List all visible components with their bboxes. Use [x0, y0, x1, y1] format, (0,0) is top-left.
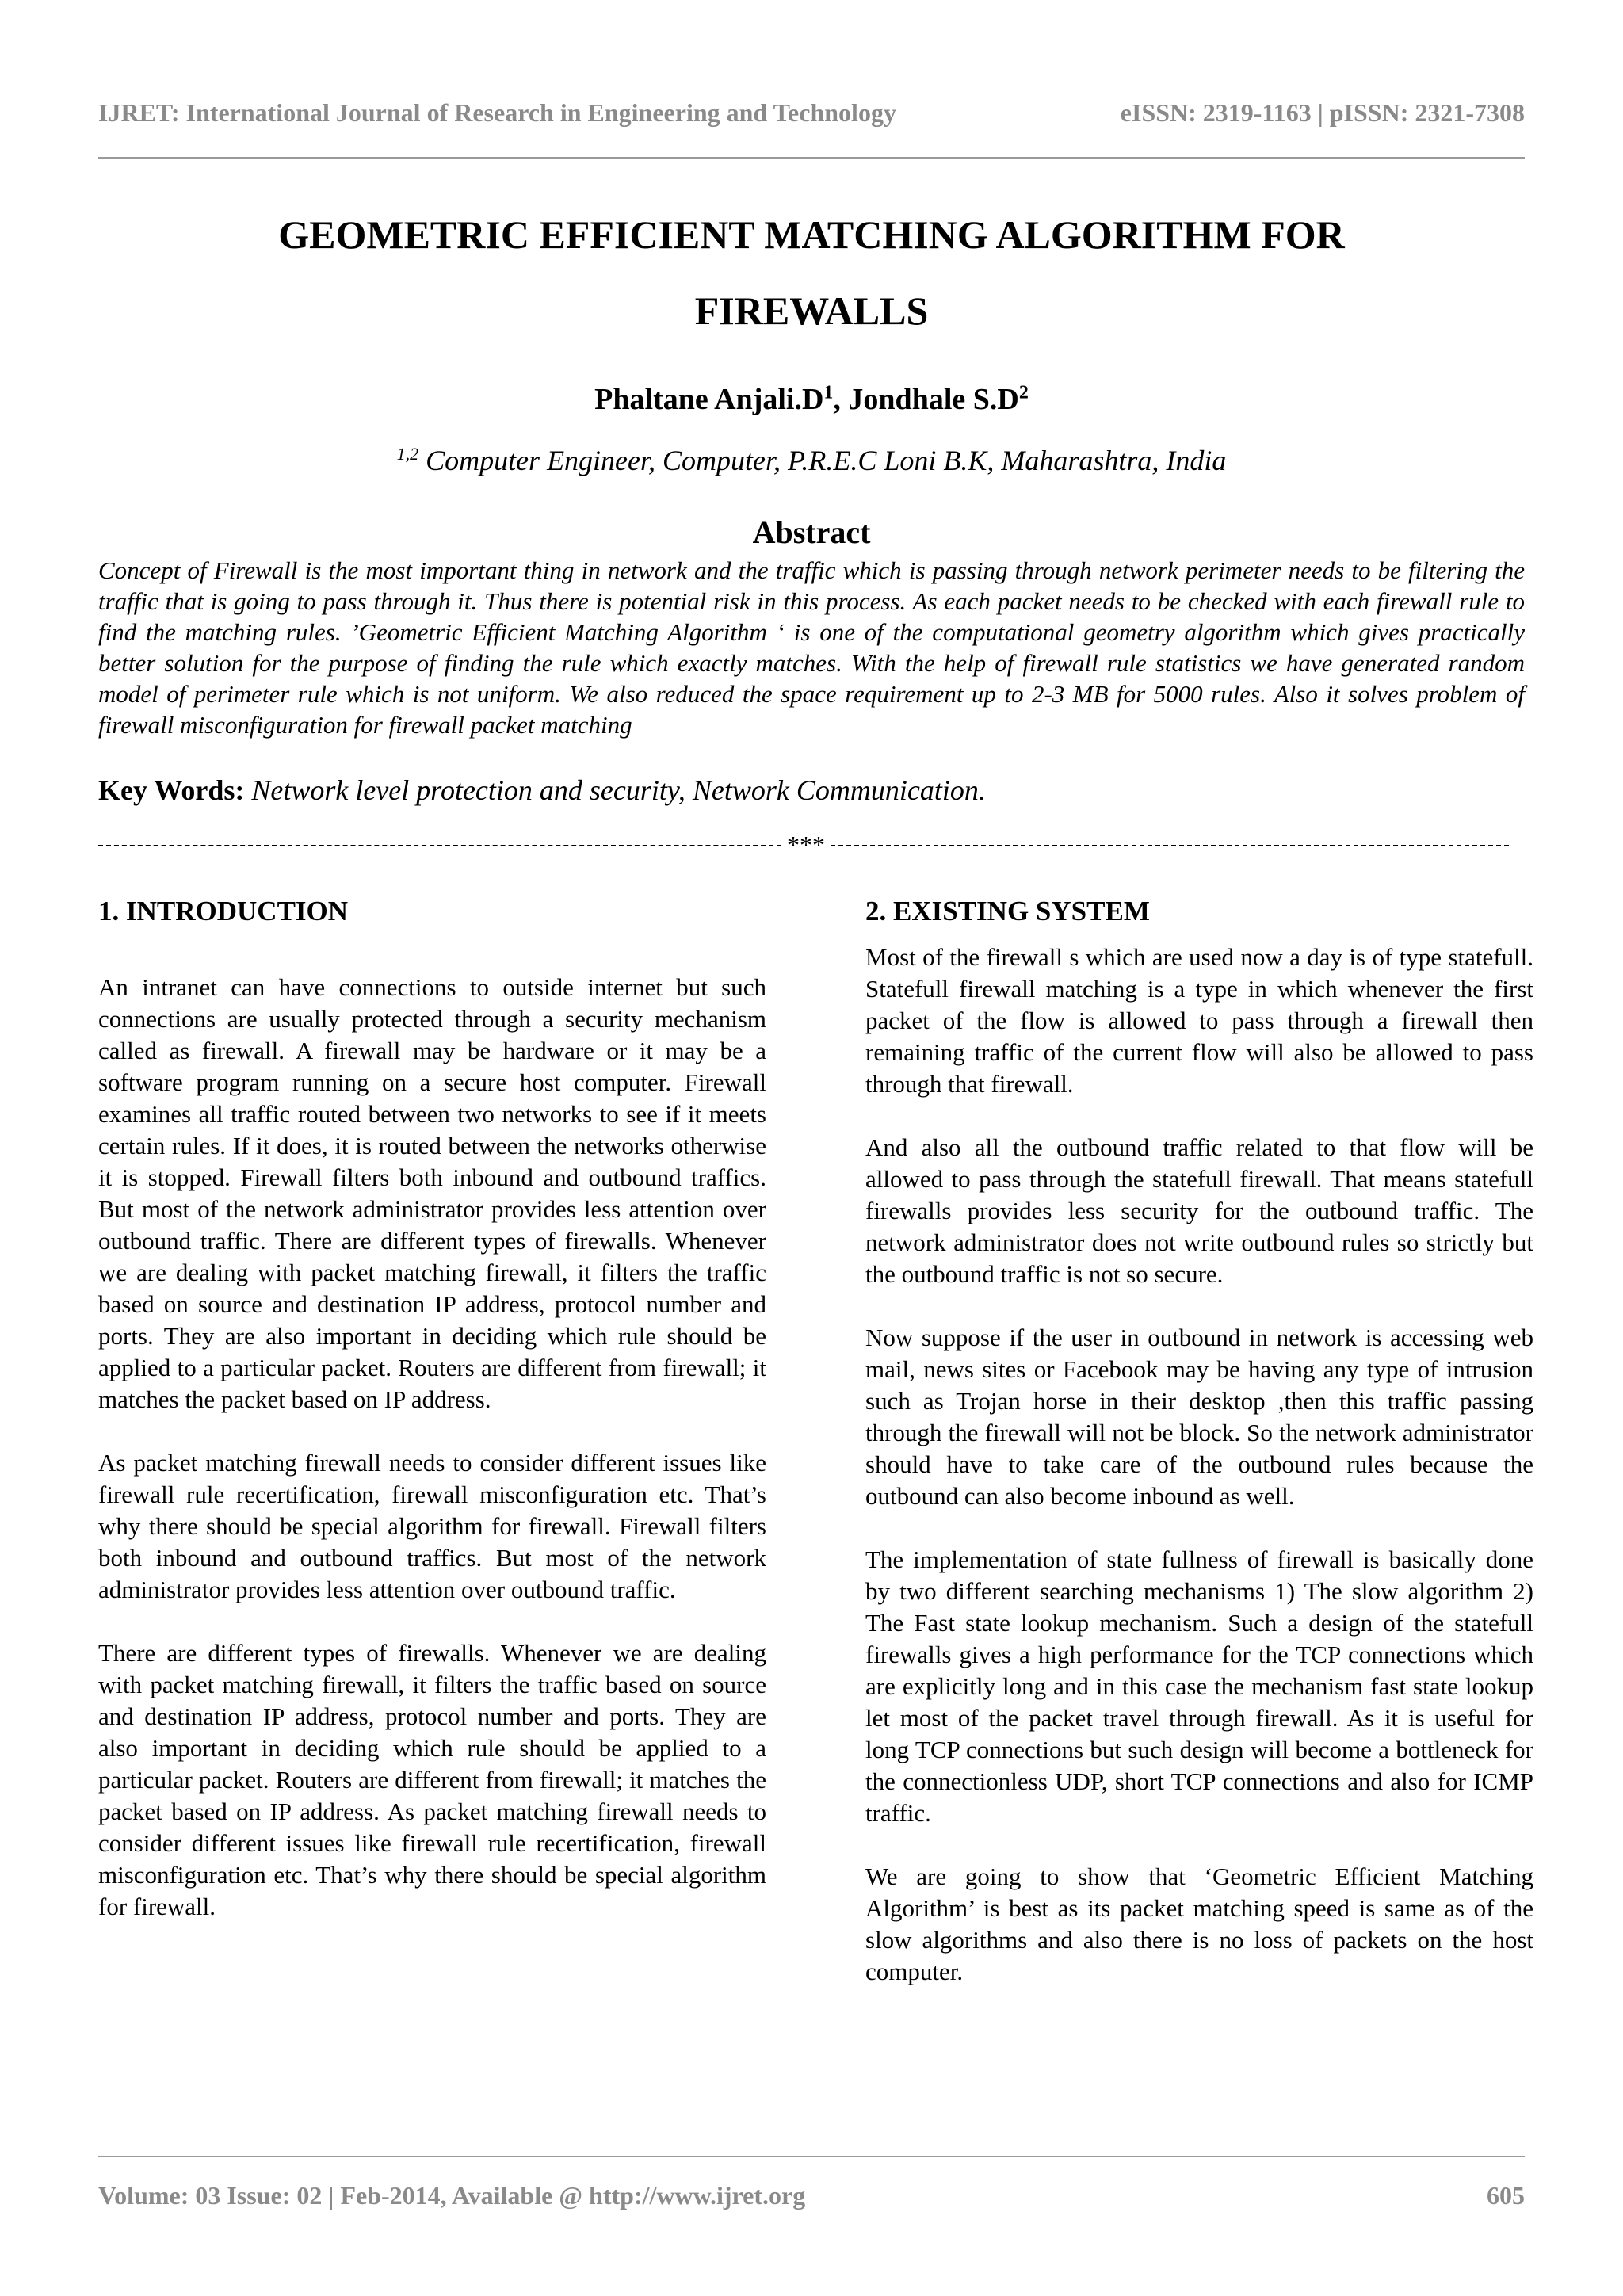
existing-system-paragraph-2: And also all the outbound traffic related to that flow will be allowed to pass through the statefull firewall. That means statefull firewalls provides less security for the outbound traffic. The network administrator does not write outbound rules so strictly but the outbound traffic is not so secure.: [865, 1133, 1533, 1288]
author-2-sup: 2: [1018, 382, 1029, 403]
introduction-heading: 1. INTRODUCTION: [98, 896, 349, 926]
author-1: Phaltane Anjali.D: [594, 383, 824, 416]
issn-header: eISSN: 2319-1163 | pISSN: 2321-7308: [1120, 98, 1525, 127]
keywords: [98, 774, 1525, 807]
column-right: [865, 889, 1533, 2019]
authors: [98, 382, 1525, 417]
title-line-1: GEOMETRIC EFFICIENT MATCHING ALGORITHM FOR: [278, 212, 1345, 257]
page-number: 605: [1487, 2181, 1525, 2210]
author-2: Jondhale S.D: [848, 383, 1019, 416]
keywords-text: Network level protection and security, Network Communication.: [244, 774, 986, 806]
footer-rule: [98, 2156, 1525, 2157]
existing-system-paragraph-1: Most of the firewall s which are used now a day is of type statefull. Statefull firewall matching is a type in which whenever the first packet of the flow is allowed to pass through a firewall then remaining traffic of the current flow will also be allowed to pass through that firewall.: [865, 943, 1533, 1098]
separator-stars: ***: [787, 831, 825, 859]
affiliation-text: Computer Engineer, Computer, P.R.E.C Loni B.K, Maharashtra, India: [418, 445, 1227, 476]
existing-system-paragraph-5: We are going to show that ‘Geometric Efficient Matching Algorithm’ is best as its packet matching speed is same as of the slow algorithms and also there is no loss of packets on the host computer.: [865, 1862, 1533, 1985]
header-rule: [98, 157, 1525, 159]
column-left: [98, 889, 766, 1954]
title-line-2: FIREWALLS: [694, 288, 929, 333]
affiliation-sup: 1,2: [396, 444, 419, 464]
keywords-label: Key Words:: [98, 774, 245, 806]
introduction-paragraph-2: As packet matching firewall needs to consider different issues like firewall rule recertification, firewall misconfiguration etc. That’s why there should be special algorithm for firewall. Firewall filters both inbound and outbound traffics. But most of the network administrator provides less attention over outbound traffic.: [98, 1449, 766, 1603]
existing-system-heading: 2. EXISTING SYSTEM: [865, 896, 1150, 926]
separator-dash-left: [98, 845, 781, 846]
journal-header: IJRET: International Journal of Research in Engineering and Technology: [98, 98, 896, 127]
author-separator: ,: [833, 383, 849, 416]
existing-system-paragraph-4: The implementation of state fullness of firewall is basically done by two different searching mechanisms 1) The slow algorithm 2) The Fast state lookup mechanism. Such a design of the statefull firewalls gives a high performance for the TCP connections which are explicitly long and in this case the mechanism fast state lookup let most of the packet travel through firewall. As it is useful for long TCP connections but such design will become a bottleneck for the connectionless UDP, short TCP connections and also for ICMP traffic.: [865, 1545, 1533, 1827]
affiliation: [98, 444, 1525, 477]
abstract-heading: Abstract: [752, 514, 871, 550]
author-1-sup: 1: [823, 382, 834, 403]
introduction-paragraph-1: An intranet can have connections to outside internet but such connections are usually protected through a security mechanism called as firewall. A firewall may be hardware or it may be a software program running on a secure host computer. Firewall examines all traffic routed between two networks to see if it meets certain rules. If it does, it is routed between the networks otherwise it is stopped. Firewall filters both inbound and outbound traffics. But most of the network administrator provides less attention over outbound traffic. There are different types of firewalls. Whenever we are dealing with packet matching firewall, it filters the traffic based on source and destination IP address, protocol number and ports. They are also important in deciding which rule should be applied to a particular packet. Routers are different from firewall; it matches the packet based on IP address.: [98, 973, 766, 1413]
abstract-text: Concept of Firewall is the most important thing in network and the traffic which is passing through network perimeter needs to be filtering the traffic that is going to pass through it. Thus there is potential risk in this process. As each packet needs to be checked with each firewall rule to find the matching rules. ’Geometric Efficient Matching Algorithm ‘ is one of the computational geometry algorithm which gives practically better solution for the purpose of finding the rule which exactly matches. With the help of firewall rule statistics we have generated random model of perimeter rule which is not uniform. We also reduced the space requirement up to 2-3 MB for 5000 rules. Also it solves problem of firewall misconfiguration for firewall packet matching: [98, 556, 1525, 739]
introduction-paragraph-3: There are different types of firewalls. Whenever we are dealing with packet matching firewall, it filters the traffic based on source and destination IP address, protocol number and ports. They are also important in deciding which rule should be applied to a particular packet. Routers are different from firewall; it matches the packet based on IP address. As packet matching firewall needs to consider different issues like firewall rule recertification, firewall misconfiguration etc. That’s why there should be special algorithm for firewall.: [98, 1639, 766, 1920]
separator-dash-right: [831, 845, 1509, 846]
paper-title: [98, 197, 1525, 349]
section-separator: [98, 831, 1525, 862]
existing-system-paragraph-3: Now suppose if the user in outbound in network is accessing web mail, news sites or Facebook may be having any type of intrusion such as Trojan horse in their desktop ,then this traffic passing through the firewall will not be block. So the network administrator should have to take care of the outbound rules because the outbound can also become inbound as well.: [865, 1324, 1533, 1510]
footer-volume: Volume: 03 Issue: 02 | Feb-2014, Available @ http://www.ijret.org: [98, 2181, 806, 2210]
